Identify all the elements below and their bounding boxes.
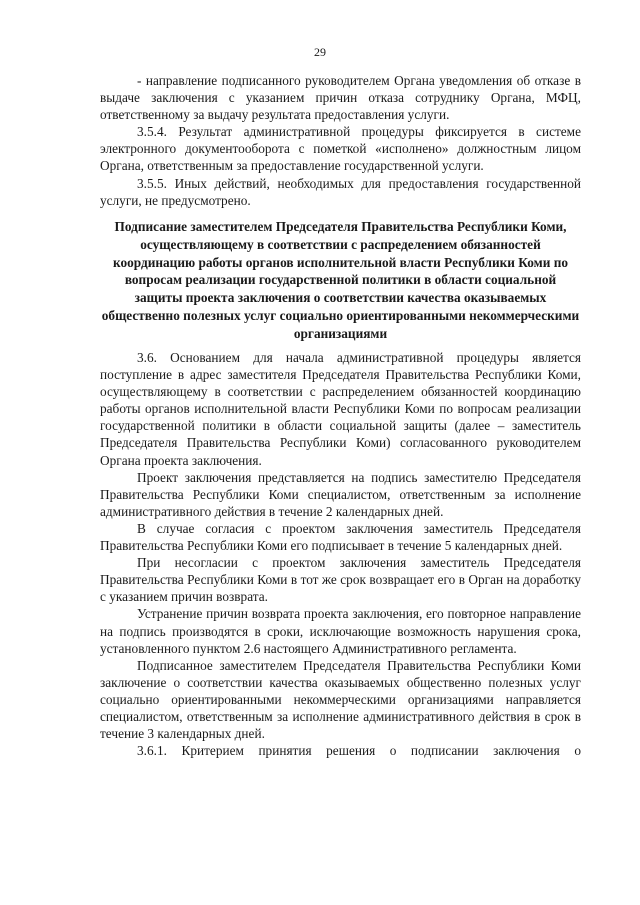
paragraph-3-6: 3.6. Основанием для начала административной процедуры является поступление в адрес заместителя Председателя Правительства Республики Коми, осуществляющему в соответствии с распределением обязанностей координацию работы органов исполнительной власти Республики Коми по вопросам реализации государственной политики в области социальной защиты (далее – заместитель Председателя Правительства Республики Коми) согласованного руководителем Органа проекта заключения. [100, 350, 581, 468]
paragraph: В случае согласия с проектом заключения заместитель Председателя Правительства Республики Коми его подписывает в течение 5 календарных дней. [100, 520, 581, 554]
paragraph: - направление подписанного руководителем Органа уведомления об отказе в выдаче заключения с указанием причин отказа сотруднику Органа, МФЦ, ответственному за выдачу результата предоставления услуги. [100, 73, 581, 123]
section-heading: Подписание заместителем Председателя Правительства Республики Коми, осуществляющему в соответствии с распределением обязанностей координацию работы органов исполнительной власти Республики Коми по вопросам реализации государственной политики в области социальной защиты проекта заключения о соответствии качества оказываемых общественно полезных услуг социально ориентированными некоммерческими организациями [101, 219, 580, 341]
paragraph-3-6-1: 3.6.1. Критерием принятия решения о подписании заключения о [137, 743, 581, 759]
paragraph: При несогласии с проектом заключения заместитель Председателя Правительства Республики Коми в тот же срок возвращает его в Орган на доработку с указанием причин возврата. [100, 555, 581, 605]
block-after-heading [100, 349, 581, 759]
paragraph: Устранение причин возврата проекта заключения, его повторное направление на подпись производятся в сроки, исключающие возможность нарушения срока, установленного пунктом 2.6 настоящего Административного регламента. [100, 606, 581, 656]
paragraph: Проект заключения представляется на подпись заместителю Председателя Правительства Республики Коми специалистом, ответственным за исполнение административного действия в течение 2 календарных дней. [100, 469, 581, 519]
paragraph: Подписанное заместителем Председателя Правительства Республики Коми заключение о соответствии качества оказываемых общественно полезных услуг социально ориентированными некоммерческими организациями направляется специалистом, ответственным за исполнение административного действия в срок в течение 3 календарных дней. [100, 657, 581, 742]
page-number: 29 [314, 45, 326, 59]
block-before-heading [100, 72, 581, 209]
paragraph-3-5-5: 3.5.5. Иных действий, необходимых для предоставления государственной услуги, не предусмотрено. [100, 175, 581, 208]
paragraph-3-5-4: 3.5.4. Результат административной процедуры фиксируется в системе электронного документооборота с пометкой «исполнено» должностным лицом Органа, ответственным за предоставление государственной услуги. [100, 124, 581, 174]
